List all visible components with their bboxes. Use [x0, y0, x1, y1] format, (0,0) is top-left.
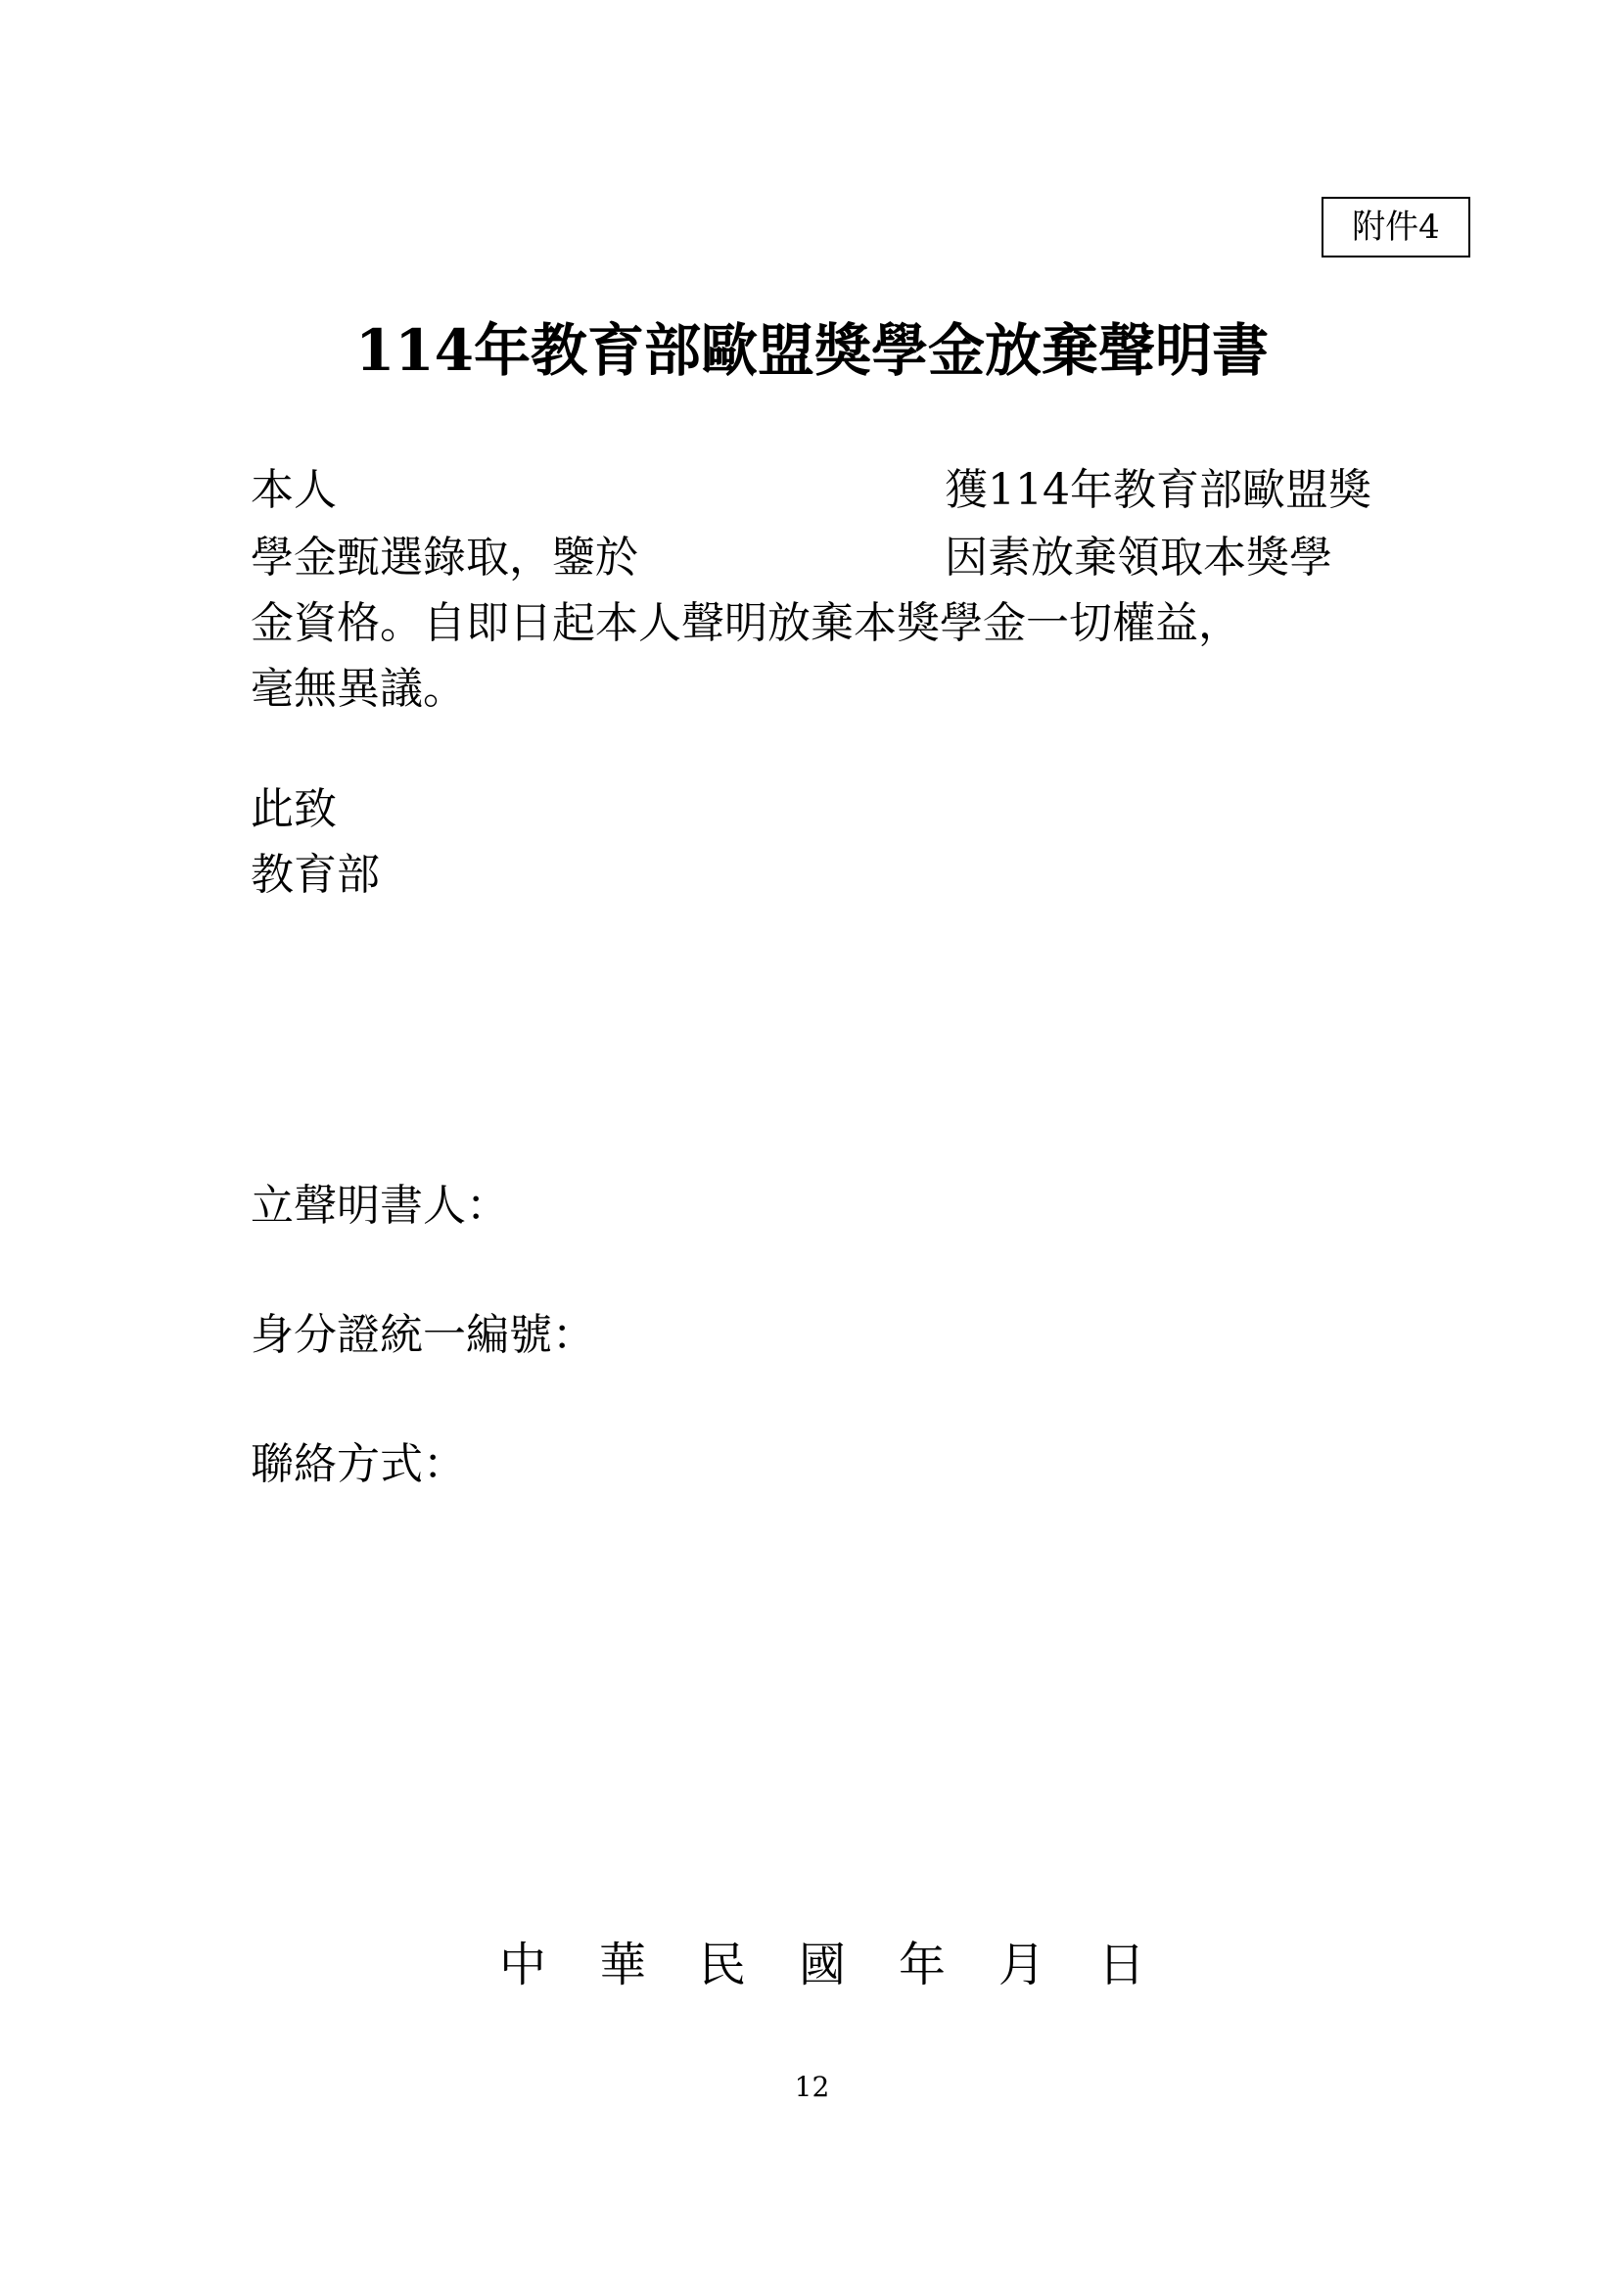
date-char: 民 [698, 1938, 746, 1992]
document-title: 114年教育部歐盟獎學金放棄聲明書 [354, 317, 1270, 384]
id-number-field-label: 身分證統一編號： [251, 1310, 595, 1360]
date-char: 國 [798, 1938, 846, 1992]
declarant-field-label: 立聲明書人： [251, 1181, 509, 1231]
date-char: 月 [998, 1938, 1045, 1992]
statement-line1-left: 本人 [251, 465, 337, 515]
closing-salutation: 此致 [251, 784, 337, 834]
date-char: 中 [499, 1938, 547, 1992]
date-char: 年 [898, 1938, 946, 1992]
contact-field-label: 聯絡方式： [251, 1439, 466, 1489]
attachment-label: 附件4 [1322, 197, 1470, 257]
statement-line4: 毫無異議。 [251, 664, 466, 714]
statement-line3: 金資格。自即日起本人聲明放棄本獎學金一切權益， [251, 598, 1241, 648]
date-char: 華 [598, 1938, 646, 1992]
closing-recipient: 教育部 [251, 850, 380, 900]
statement-line1-right: 獲114年教育部歐盟獎 [945, 465, 1371, 515]
statement-line2-right: 因素放棄領取本獎學 [945, 533, 1332, 583]
page-number: 12 [794, 2071, 830, 2103]
date-line [499, 1934, 1145, 1996]
statement-line2-left: 學金甄選錄取，鑒於 [251, 533, 638, 583]
date-char: 日 [1097, 1938, 1145, 1992]
